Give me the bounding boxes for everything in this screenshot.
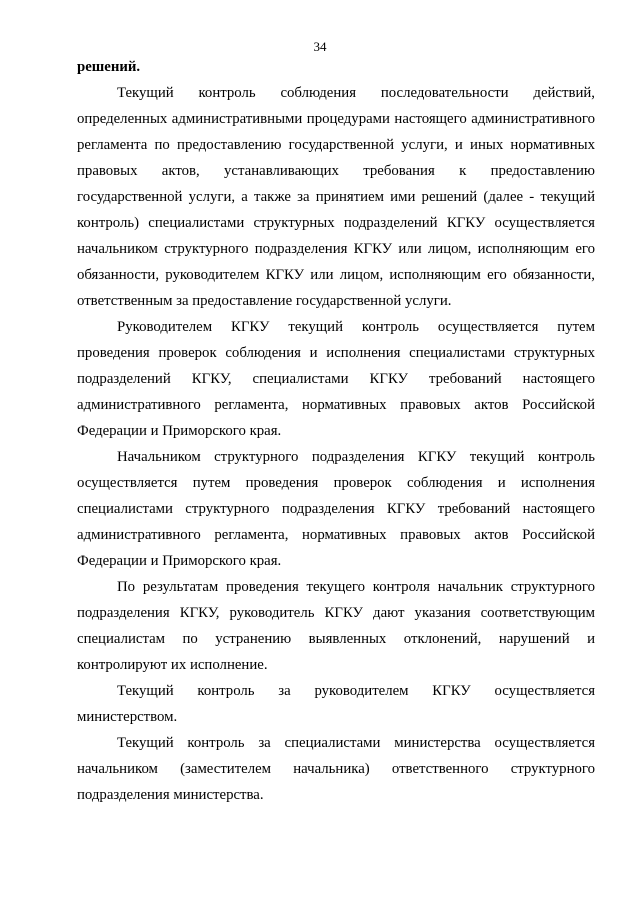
paragraph-control-results: По результатам проведения текущего контроля начальник структурного подразделения КГКУ, руководитель КГКУ дают указания соответствующим специалистам по устранению выявленных отклонений, нарушений и контролируют их исполнение. — [77, 579, 595, 673]
continued-text: решений. — [77, 59, 141, 75]
paragraph-current-control: Текущий контроль соблюдения последовательности действий, определенных административными процедурами настоящего административного регламента по предоставлению государственной услуги, и иных нормативных правовых актов, устанавливающих требования к предоставлению государственной услуги, а также за принятием ими решений (далее - текущий контроль) специалистами структурных подразделений КГКУ осуществляется начальником структурного подразделения КГКУ или лицом, исполняющим его обязанности, руководителем КГКУ или лицом, исполняющим его обязанности, ответственным за предоставление государственной услуги. — [77, 85, 595, 309]
paragraph-ministry-specialists-control: Текущий контроль за специалистами министерства осуществляется начальником (заместителем начальника) ответственного структурного подразделения министерства. — [77, 735, 595, 803]
paragraph-unit-head-control: Начальником структурного подразделения КГКУ текущий контроль осуществляется путем проведения проверок соблюдения и исполнения специалистами структурного подразделения КГКУ требований настоящего административного регламента, нормативных правовых актов Российской Федерации и Приморского края. — [77, 449, 595, 569]
page-content — [77, 54, 595, 808]
paragraph-head-control: Руководителем КГКУ текущий контроль осуществляется путем проведения проверок соблюдения и исполнения специалистами структурных подразделений КГКУ, специалистами КГКУ требований настоящего административного регламента, нормативных правовых актов Российской Федерации и Приморского края. — [77, 319, 595, 439]
paragraph-ministry-control: Текущий контроль за руководителем КГКУ осуществляется министерством. — [77, 683, 595, 725]
page-number: 34 — [313, 39, 327, 54]
